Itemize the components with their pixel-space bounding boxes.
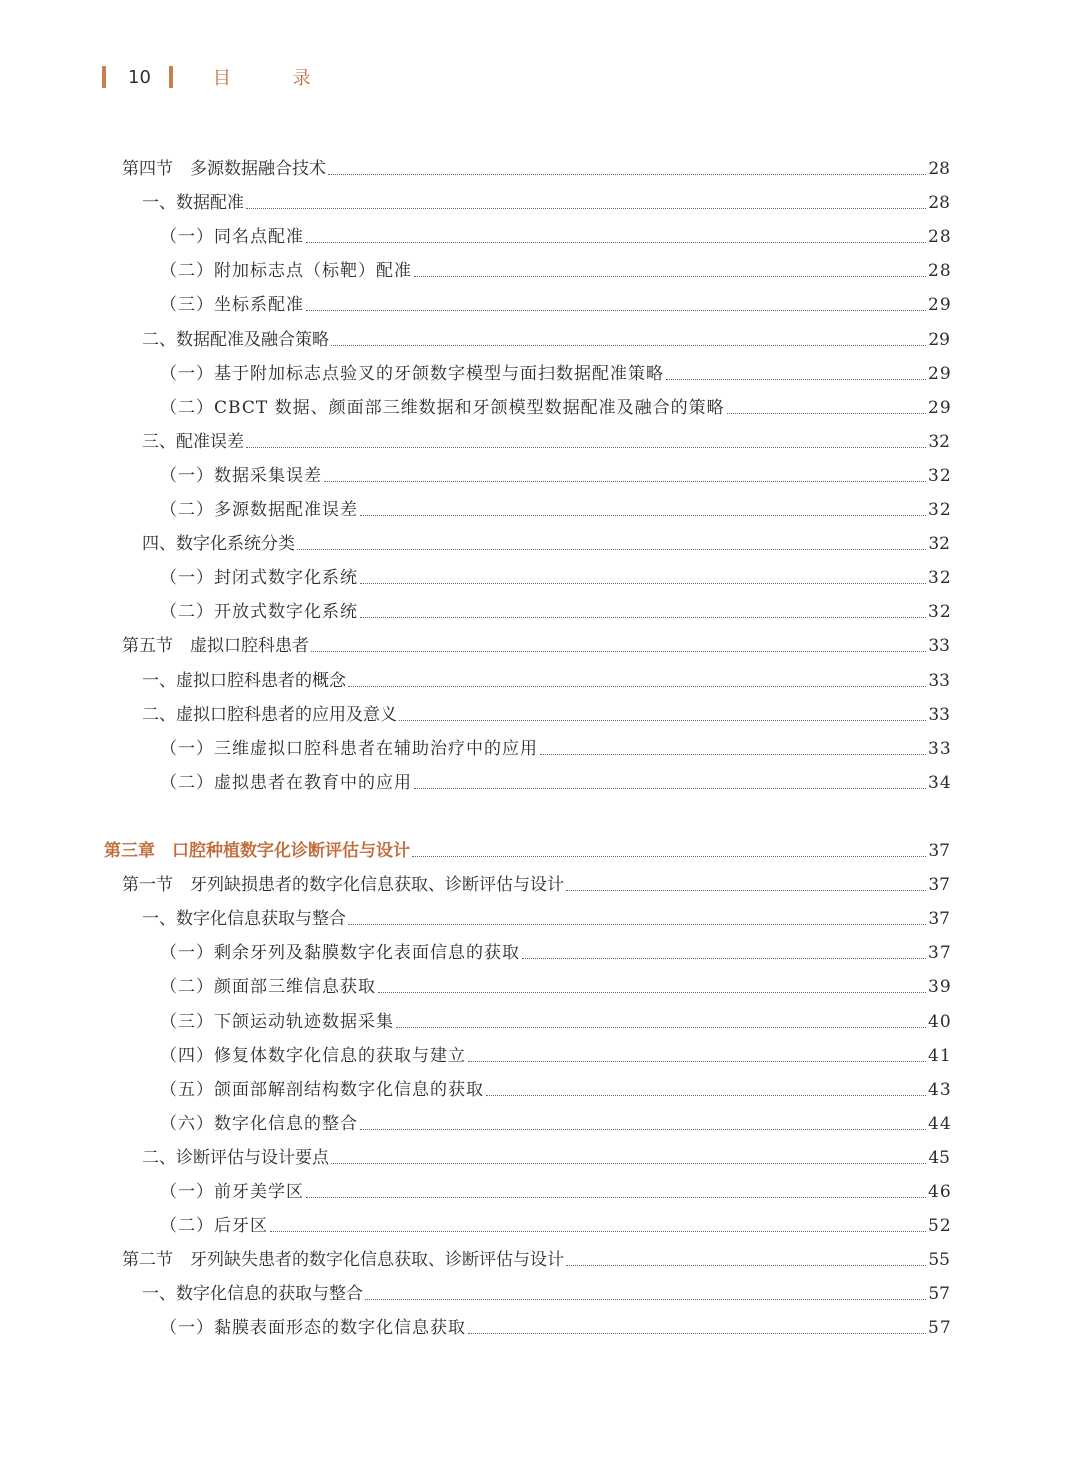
toc-entry-page: 32 <box>928 534 950 555</box>
toc-entry-page: 32 <box>928 568 952 589</box>
toc-entry-page: 29 <box>928 329 950 350</box>
toc-entry-label: （一）数据采集误差 <box>160 465 322 486</box>
dot-leader <box>331 345 926 346</box>
dot-leader <box>396 1027 926 1028</box>
toc-entry <box>0 150 1080 180</box>
toc-entry <box>0 764 1080 794</box>
dot-leader <box>246 447 926 448</box>
toc-entry-page: 28 <box>928 159 950 179</box>
header-bar-left <box>102 66 106 88</box>
toc-entry-label: （四）修复体数字化信息的获取与建立 <box>160 1045 466 1066</box>
toc-entry <box>0 593 1080 623</box>
dot-leader <box>324 481 926 482</box>
toc-entry <box>0 286 1080 316</box>
toc-entry-page: 33 <box>928 670 950 691</box>
toc-entry-page: 57 <box>928 1318 952 1339</box>
toc-entry-label: 一、数字化信息的获取与整合 <box>142 1284 363 1305</box>
toc-entry-page: 39 <box>928 977 952 998</box>
toc-entry <box>0 1003 1080 1033</box>
toc-entry-page: 46 <box>928 1182 952 1202</box>
toc-entry-label: 三、配准误差 <box>142 431 244 452</box>
dot-leader <box>566 1265 926 1266</box>
toc-entry-label: （六）数字化信息的整合 <box>160 1113 358 1134</box>
dot-leader <box>348 924 926 925</box>
dot-leader <box>360 583 926 584</box>
dot-leader <box>468 1061 926 1062</box>
toc-entry <box>0 866 1080 896</box>
toc-entry-page: 28 <box>928 261 952 282</box>
toc-entry <box>0 1105 1080 1135</box>
toc-entry <box>0 491 1080 521</box>
toc-entry <box>0 968 1080 998</box>
toc-entry <box>0 900 1080 930</box>
toc-entry-label: （二）后牙区 <box>160 1216 268 1237</box>
toc-entry-page: 57 <box>928 1284 950 1305</box>
dot-leader <box>522 958 926 959</box>
dot-leader <box>331 1163 926 1164</box>
toc-entry-label: （一）基于附加标志点验叉的牙颌数字模型与面扫数据配准策略 <box>160 363 664 384</box>
toc-entry-label: （一）三维虚拟口腔科患者在辅助治疗中的应用 <box>160 738 538 759</box>
running-header <box>102 62 339 92</box>
toc-entry <box>0 559 1080 589</box>
toc-entry <box>0 696 1080 726</box>
toc-entry-page: 43 <box>928 1079 952 1100</box>
toc-entry <box>0 1071 1080 1101</box>
toc-entry-label: 第三章 口腔种植数字化诊断评估与设计 <box>104 841 410 861</box>
toc-entry-page: 29 <box>928 363 952 384</box>
toc-entry <box>0 1139 1080 1169</box>
toc-entry-page: 29 <box>928 295 952 316</box>
toc-entry <box>0 321 1080 351</box>
toc-entry-label: （二）附加标志点（标靶）配准 <box>160 261 412 282</box>
toc-entry-label: 一、数据配准 <box>142 193 244 214</box>
dot-leader <box>486 1095 926 1096</box>
dot-leader <box>666 379 926 380</box>
toc-entry-label: 二、诊断评估与设计要点 <box>142 1147 329 1168</box>
toc-entry-page: 33 <box>928 738 952 759</box>
toc-entry-label: 第五节 虚拟口腔科患者 <box>122 636 309 657</box>
section-title: 目 录 <box>212 68 339 89</box>
toc-entry <box>0 1275 1080 1305</box>
dot-leader <box>360 617 926 618</box>
toc-entry <box>0 218 1080 248</box>
toc-entry-page: 37 <box>928 875 950 896</box>
toc-entry-page: 52 <box>928 1216 952 1237</box>
toc-entry-label: 二、虚拟口腔科患者的应用及意义 <box>142 704 397 725</box>
toc-entry <box>0 389 1080 419</box>
toc-chapter-entry <box>0 832 1080 862</box>
toc-entry-label: （二）虚拟患者在教育中的应用 <box>160 772 412 793</box>
toc-entry <box>0 423 1080 453</box>
toc-entry-label: 一、虚拟口腔科患者的概念 <box>142 670 346 691</box>
toc-entry <box>0 525 1080 555</box>
toc-entry-label: （二）颜面部三维信息获取 <box>160 977 376 998</box>
toc-entry-label: 第一节 牙列缺损患者的数字化信息获取、诊断评估与设计 <box>122 875 564 896</box>
toc-entry <box>0 662 1080 692</box>
toc-entry-page: 33 <box>928 636 950 657</box>
dot-leader <box>378 992 926 993</box>
toc-entry-page: 32 <box>928 431 950 452</box>
toc-entry-label: （一）封闭式数字化系统 <box>160 568 358 589</box>
toc-entry-page: 55 <box>928 1250 950 1271</box>
dot-leader <box>468 1333 926 1334</box>
page-number: 10 <box>128 66 151 88</box>
toc-entry <box>0 1207 1080 1237</box>
dot-leader <box>306 242 926 243</box>
toc-entry <box>0 457 1080 487</box>
dot-leader <box>348 686 926 687</box>
dot-leader <box>360 515 926 516</box>
toc-entry-label: 一、数字化信息获取与整合 <box>142 909 346 930</box>
toc-entry-page: 32 <box>928 500 952 520</box>
header-bar-right <box>169 66 173 88</box>
toc-entry-page: 34 <box>928 772 952 793</box>
dot-leader <box>727 413 926 414</box>
toc-entry <box>0 355 1080 385</box>
toc-entry <box>0 934 1080 964</box>
toc-entry-page: 37 <box>928 909 950 930</box>
toc-entry-page: 32 <box>928 602 952 623</box>
dot-leader <box>412 856 926 857</box>
toc-entry-label: 第二节 牙列缺失患者的数字化信息获取、诊断评估与设计 <box>122 1250 564 1271</box>
dot-leader <box>540 754 926 755</box>
toc-entry-page: 45 <box>928 1147 950 1168</box>
dot-leader <box>360 1129 926 1130</box>
toc-entry-page: 28 <box>928 227 952 248</box>
toc-entry-page: 32 <box>928 465 952 486</box>
toc-entry-label: 二、数据配准及融合策略 <box>142 329 329 350</box>
toc-entry-label: （二）开放式数字化系统 <box>160 602 358 623</box>
dot-leader <box>414 276 926 277</box>
toc-entry-label: （三）下颌运动轨迹数据采集 <box>160 1011 394 1032</box>
toc-entry-label: （五）颌面部解剖结构数字化信息的获取 <box>160 1079 484 1100</box>
toc-entry-label: 四、数字化系统分类 <box>142 534 295 555</box>
toc-entry <box>0 1173 1080 1203</box>
toc-entry-label: （一）剩余牙列及黏膜数字化表面信息的获取 <box>160 943 520 964</box>
dot-leader <box>566 890 926 891</box>
toc-entry-page: 33 <box>928 704 950 725</box>
toc-entry <box>0 1241 1080 1271</box>
dot-leader <box>270 1231 926 1232</box>
toc-entry <box>0 627 1080 657</box>
toc-entry <box>0 184 1080 214</box>
toc-entry-label: （二）多源数据配准误差 <box>160 500 358 520</box>
dot-leader <box>306 1197 926 1198</box>
dot-leader <box>306 310 926 311</box>
toc-entry-page: 28 <box>928 193 950 214</box>
dot-leader <box>328 174 926 175</box>
toc-entry <box>0 1309 1080 1339</box>
toc-entry-label: 第四节 多源数据融合技术 <box>122 159 326 179</box>
dot-leader <box>297 549 926 550</box>
toc-entry <box>0 1037 1080 1067</box>
toc-entry-page: 44 <box>928 1113 952 1134</box>
dot-leader <box>365 1299 926 1300</box>
toc-entry-label: （二）CBCT 数据、颜面部三维数据和牙颌模型数据配准及融合的策略 <box>160 397 725 418</box>
toc-entry-page: 29 <box>928 397 952 418</box>
dot-leader <box>311 651 926 652</box>
toc-entry-label: （三）坐标系配准 <box>160 295 304 316</box>
toc-entry <box>0 252 1080 282</box>
dot-leader <box>246 208 926 209</box>
toc-entry-page: 37 <box>928 841 950 861</box>
toc-entry-label: （一）前牙美学区 <box>160 1182 304 1202</box>
dot-leader <box>414 788 926 789</box>
toc-entry-page: 40 <box>928 1011 952 1032</box>
toc-entry-label: （一）同名点配准 <box>160 227 304 248</box>
toc-entry-label: （一）黏膜表面形态的数字化信息获取 <box>160 1318 466 1339</box>
dot-leader <box>399 720 926 721</box>
toc-entry-page: 41 <box>928 1045 952 1066</box>
toc-entry <box>0 730 1080 760</box>
toc-entry-page: 37 <box>928 943 952 964</box>
